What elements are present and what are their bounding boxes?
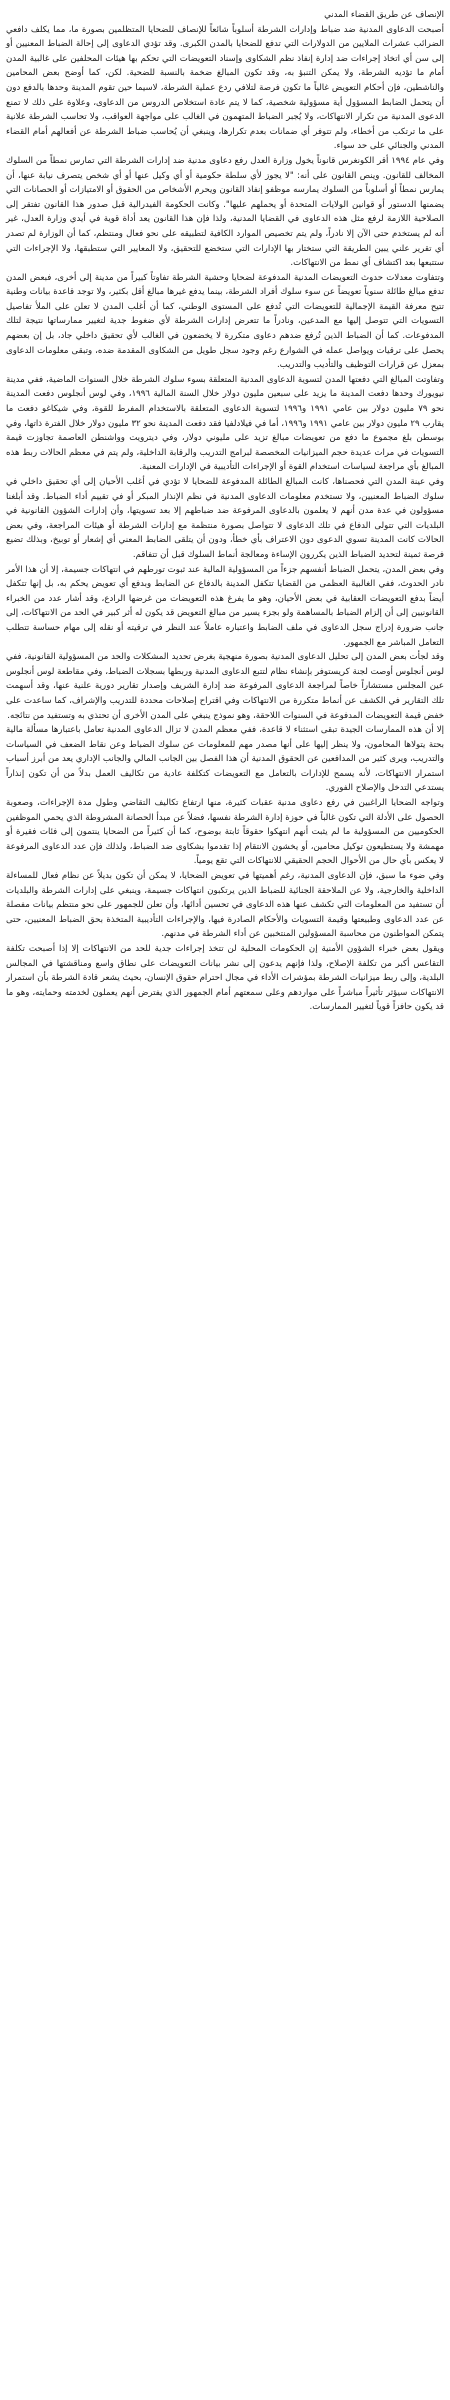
paragraph: أصبحت الدعاوى المدنية ضد ضباط وإدارات الشرطة أسلوباً شائعاً للإنصاف للضحايا المتظلمين بصورة ما، مما يكلف دافعي الضرائب عشرات الملايين من الدولارات التي تدفع للضحايا بالمدن الكبرى. وقد تؤدي الدعاوى إلى إحالة الضباط المعنيين أو إلى سن أي اتخاذ إجراءات ضد إدارة إنفاذ نظم الشكاوى وإسناد التعويضات التي تحكم بها هيئات المحلفين على غالبية المدن أمام ما تؤديه الشرطة، ولا يمكن التنبؤ به، وقد تكون المبالغ ضخمة بالنسبة للضحية. لكن، كما أوضح بعض المحامين والناشطين، فإن أحكام التعويض غالباً ما تكون فرصة لتلافي ردع عملية الشرطة، لاسيما حين تقوم المدينة وحدها بالدفع دون أن يتحمل الضابط المسؤول أية مسؤولية شخصية، كما لا يتم عادة استخلاص الدروس من الدعاوى، وعلاوة على ذلك لا تمنع الدعوى المدنية من تكرار الانتهاكات، ولا يُجبر الضباط المتهمون في الغالب على مواجهة العواقب، ولا تحاسب الشرطة علانية على ما ترتكب من أخطاء، ولم تتوفر أي ضمانات بعدم تكرارها، وينبغي أن يُحاسب ضباط الشرطة عن أفعالهم أمام القضاء المدني والجنائي على حد سواء. <box>6 24 444 152</box>
paragraph: وفي بعض المدن، يتحمل الضباط أنفسهم جزءاً من المسؤولية المالية عند ثبوت تورطهم في انتهاكات جسيمة، إلا أن هذا الأمر نادر الحدوث، ففي الغالبية العظمى من القضايا تتكفل المدينة بالدفاع عن الضابط وبدفع أي تعويض يحكم به، بل إنها تتكفل أيضاً بدفع التعويضات العقابية في بعض الأحيان، وهو ما يفرغ هذه التعويضات من غرضها الرادع، وقد أشار عدد من الخبراء القانونيين إلى أن إلزام الضباط بالمساهمة ولو بجزء يسير من مبالغ التعويض قد يكون له أثر كبير في الحد من الانتهاكات، إلى جانب ضرورة إدراج سجل الدعاوى في ملف الضابط واعتباره عاملاً عند النظر في ترقيته أو نقله إلى مهام حساسة تتطلب التعامل المباشر مع الجمهور. <box>6 564 444 648</box>
paragraph: وتواجه الضحايا الراغبين في رفع دعاوى مدنية عقبات كثيرة، منها ارتفاع تكاليف التقاضي وطول مدة الإجراءات، وصعوبة الحصول على الأدلة التي تكون غالباً في حوزة إدارة الشرطة نفسها، فضلاً عن مبدأ الحصانة المشروطة الذي يحمي الموظفين الحكوميين من المسؤولية ما لم يثبت أنهم انتهكوا حقوقاً ثابتة بوضوح، كما أن كثيراً من الضحايا ينتمون إلى فئات فقيرة أو مهمشة ولا يستطيعون توكيل محامين، أو يخشون الانتقام إذا تقدموا بشكاوى ضد الضباط، ولذلك فإن عدد الدعاوى المرفوعة لا يعكس بأي حال من الأحوال الحجم الحقيقي للانتهاكات التي تقع يومياً. <box>6 798 444 867</box>
paragraph: وفي عينة المدن التي فحصناها، كانت المبالغ الطائلة المدفوعة للضحايا لا تؤدي في أغلب الأحيان إلى أي تحقيق داخلي في سلوك الضباط المعنيين، ولا تستخدم معلومات الدعاوى المدنية في نظم الإنذار المبكر أو في تقييم أداء الضباط. وقد أبلغنا مسؤولون في عدة مدن أنهم لا يعلمون بالدعاوى المرفوعة ضد ضباطهم إلا بعد تسويتها، وأن إدارات الشؤون القانونية في البلديات التي تتولى الدفاع في تلك الدعاوى لا تتواصل بصورة منتظمة مع إدارات الشرطة أو هيئات المراجعة، وفي بعض الحالات كانت المدينة تسوي الدعوى دون الاعتراف بأي خطأ، ودون أن يتلقى الضابط المعني أي إشعار أو توبيخ، وبذلك تضيع فرصة ثمينة لتحديد الضباط الذين يكررون الإساءة ومعالجة أنماط السلوك قبل أن تتفاقم. <box>6 477 444 560</box>
paragraph: وتفاوتت المبالغ التي دفعتها المدن لتسوية الدعاوى المدنية المتعلقة بسوء سلوك الشرطة خلال السنوات الماضية، ففي مدينة نيويورك وحدها دفعت المدينة ما يزيد على سبعين مليون دولار خلال السنة المالية ١٩٩٦، وفي لوس أنجلوس دفعت المدينة نحو ٧٩ مليون دولار بين عامي ١٩٩١ و١٩٩٦ لتسوية الدعاوى المتعلقة بالاستخدام المفرط للقوة، وفي شيكاغو دفعت ما يقارب ٢٩ مليون دولار بين عامي ١٩٩١ و١٩٩٦، أما في فيلادلفيا فقد دفعت المدينة نحو ٣٢ مليون دولار خلال الفترة ذاتها، وفي بوسطن بلغ مجموع ما دفع من تعويضات مبالغ تزيد على مليوني دولار، وفي ديترويت وواشنطن العاصمة تجاوزت قيمة التسويات في مرات عديدة حجم الميزانيات المخصصة لبرامج التدريب والرقابة الداخلية، ولم يتم في معظم الحالات ربط هذه المبالغ بأي مراجعة لسياسات استخدام القوة أو الإجراءات التأديبية في الإدارات المعنية. <box>6 374 444 473</box>
paragraph: ويقول بعض خبراء الشؤون الأمنية إن الحكومات المحلية لن تتخذ إجراءات جدية للحد من الانتهاكات إلا إذا أصبحت تكلفة التقاعس أكبر من تكلفة الإصلاح، ولذا فإنهم يدعون إلى نشر بيانات التعويضات على نطاق واسع ومناقشتها في المجالس البلدية، وإلى ربط ميزانيات الشرطة بمؤشرات الأداء في مجال احترام حقوق الإنسان، بحيث يشعر قادة الشرطة بأن استمرار الانتهاكات سيؤثر تأثيراً مباشراً على مواردهم وعلى سمعتهم أمام الجمهور الذي يفترض أنهم يعملون لخدمته وحمايته، وهو ما قد يكون حافزاً قوياً لتغيير الممارسات. <box>6 944 444 1013</box>
paragraph: إلا أن هذه الممارسات الجيدة تبقى استثناء لا قاعدة، ففي معظم المدن لا تزال الدعاوى المدنية تعامل باعتبارها مسألة مالية بحتة يتولاها المحامون، ولا ينظر إليها على أنها مصدر مهم للمعلومات عن سلوك الضباط وعن نقاط الضعف في السياسات والتدريب، ويرى كثير من المدافعين عن الحقوق المدنية أن هذا الفصل بين الجانب المالي والجانب الإداري يعد من أبرز أسباب استمرار الانتهاكات، لأنه يسمح للإدارات بالتعامل مع التعويضات كتكلفة عادية من تكاليف العمل بدلاً من أن تكون إنذاراً يستدعي التدخل والإصلاح الفوري. <box>6 725 444 794</box>
paragraph: وفي عام ١٩٩٤ أقر الكونغرس قانوناً يخول وزارة العدل رفع دعاوى مدنية ضد إدارات الشرطة التي تمارس نمطاً من السلوك المخالف للقانون. وينص القانون على أنه: "لا يجوز لأي سلطة حكومية أو أي وكيل عنها أو أي شخص يتصرف نيابة عنها، أن يمارس نمطاً أو أسلوباً من السلوك يمارسه موظفو إنفاذ القانون ويحرم الأشخاص من الحقوق أو الامتيازات أو الحصانات التي يضمنها الدستور أو قوانين الولايات المتحدة أو يحملهم عليها". وكانت الحكومة الفيدرالية قبل صدور هذا القانون تفتقر إلى الصلاحية اللازمة لرفع مثل هذه الدعاوى في القضايا المدنية، ولذا فإن هذا القانون يعد أداة قوية في أيدي وزارة العدل، غير أنه لم يستخدم حتى الآن إلا نادراً، ولم يتم تخصيص الموارد الكافية لتطبيقه على نحو فعال ومنتظم، كما أن الوزارة لم تصدر أي تقرير علني يبين الطريقة التي ستختار بها الإدارات التي ستخضع للتحقيق، ولا المعايير التي ستطبقها، ولا الإجراءات التي ستتبعها بعد اكتشاف أي نمط من الانتهاكات. <box>6 155 445 269</box>
paragraph: وقد لجأت بعض المدن إلى تحليل الدعاوى المدنية بصورة منهجية بغرض تحديد المشكلات والحد من المسؤولية القانونية، ففي لوس أنجلوس أوصت لجنة كريستوفر بإنشاء نظام لتتبع الدعاوى المدنية وربطها بسجلات الضباط، وفي مقاطعة لوس أنجلوس عين المجلس مستشاراً خاصاً لمراجعة الدعاوى المرفوعة ضد إدارة الشريف وإصدار تقارير دورية علنية عنها، وقد أسهمت تلك التقارير في الكشف عن أنماط متكررة من الانتهاكات وفي اقتراح إصلاحات محددة للتدريب والإشراف، كما ساعدت على خفض قيمة التعويضات المدفوعة في السنوات اللاحقة، وهو نموذج ينبغي على المدن الأخرى أن تحتذي به وتستفيد من نتائجه. <box>6 652 444 721</box>
paragraph: وفي ضوء ما سبق، فإن الدعاوى المدنية، رغم أهميتها في تعويض الضحايا، لا يمكن أن تكون بديلاً عن نظام فعال للمساءلة الداخلية والخارجية، ولا عن الملاحقة الجنائية للضباط الذين يرتكبون انتهاكات جسيمة، وينبغي على إدارات الشرطة والبلديات أن تستفيد من المعلومات التي تكشف عنها هذه الدعاوى في تحسين أدائها، وأن تعلن للجمهور على نحو منتظم بيانات مفصلة عن عدد الدعاوى وطبيعتها وقيمة التسويات والأحكام الصادرة فيها، والإجراءات التأديبية المتخذة بحق الضباط المعنيين، حتى يتمكن المواطنون من محاسبة المسؤولين المنتخبين عن أداء الشرطة في مدنهم. <box>6 871 444 940</box>
paragraph: وتتفاوت معدلات حدوث التعويضات المدنية المدفوعة لضحايا وحشية الشرطة تفاوتاً كبيراً من مدينة إلى أخرى، فبعض المدن تدفع مبالغ طائلة سنوياً تعويضاً عن سوء سلوك أفراد الشرطة، بينما يدفع غيرها مبالغ أقل بكثير، ولا توجد قاعدة بيانات وطنية تتيح معرفة القيمة الإجمالية للتعويضات التي تُدفع على المستوى الوطني، كما أن أغلب المدن لا تعلن على الملأ تفاصيل التسويات التي تتوصل إليها مع المدعين، ونادراً ما تتعرض إدارات الشرطة لأي ضغوط جدية لتغيير ممارساتها نتيجة لتلك المدفوعات. كما أن الضباط الذين تُرفع ضدهم دعاوى متكررة لا يخضعون في الغالب لأي تحقيق داخلي جاد، بل إن بعضهم يحصل على ترقيات ويواصل عمله في الشوارع رغم وجود سجل طويل من الشكاوى المقدمة ضده، وتبقى معلومات الدعاوى بمعزل عن قرارات التوظيف والتأديب والتدريب. <box>6 272 444 371</box>
section-heading: الإنصاف عن طريق القضاء المدني <box>324 10 444 20</box>
